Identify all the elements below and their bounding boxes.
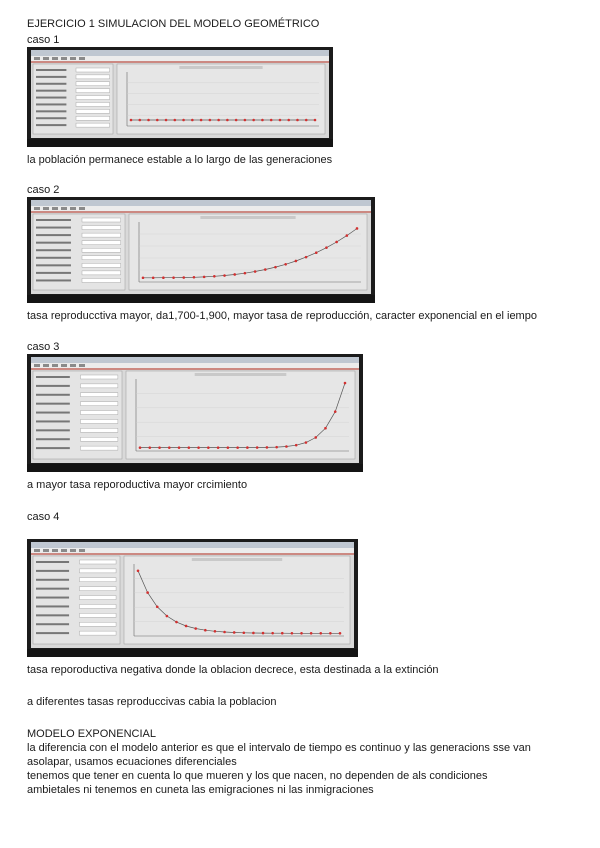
population-point — [162, 276, 165, 279]
population-point — [315, 251, 318, 254]
control-label — [36, 234, 71, 236]
monitor-bezel — [27, 649, 358, 657]
control-field — [82, 263, 121, 267]
toolbar-icon — [34, 57, 40, 60]
population-point — [223, 274, 226, 277]
window-title-bar — [31, 50, 329, 56]
paragraph-line: tenemos que tener en cuenta lo que mueren y los que nacen, no dependen de als condiciones — [27, 770, 488, 782]
toolbar-icon — [52, 364, 58, 367]
control-field — [76, 68, 110, 72]
control-label — [36, 588, 69, 590]
population-point — [178, 446, 181, 449]
control-label — [36, 97, 66, 99]
case-3-caption: a mayor tasa reporoductiva mayor crcimiento — [27, 479, 248, 491]
population-point — [200, 119, 203, 122]
plot-window — [129, 214, 367, 290]
population-point — [182, 119, 185, 122]
control-field — [82, 241, 121, 245]
toolbar-icon — [52, 549, 58, 552]
population-point — [193, 276, 196, 279]
population-point — [146, 591, 149, 594]
control-field — [80, 587, 117, 591]
control-field — [82, 226, 121, 230]
toolbar-icon — [52, 207, 58, 210]
document-title: EJERCICIO 1 SIMULACION DEL MODELO GEOMÉTRICO — [27, 18, 320, 30]
population-point — [281, 632, 284, 635]
population-point — [356, 227, 359, 230]
population-point — [319, 632, 322, 635]
population-point — [207, 446, 210, 449]
control-field — [76, 89, 110, 93]
section-heading: MODELO EXPONENCIAL — [27, 728, 156, 740]
toolbar-icon — [52, 57, 58, 60]
control-field — [81, 419, 118, 423]
population-point — [285, 445, 288, 448]
control-label — [36, 403, 70, 405]
population-point — [203, 276, 206, 279]
case-3-label: caso 3 — [27, 341, 60, 353]
control-label — [36, 83, 66, 85]
control-field — [80, 569, 117, 573]
toolbar-icon — [61, 57, 67, 60]
population-point — [324, 427, 327, 430]
control-label — [36, 69, 66, 71]
population-point — [147, 119, 150, 122]
population-point — [156, 119, 159, 122]
population-point — [188, 446, 191, 449]
control-field — [76, 96, 110, 100]
control-field — [80, 596, 117, 600]
window-title-bar — [31, 542, 354, 548]
control-label — [36, 614, 69, 616]
population-point — [197, 446, 200, 449]
population-point — [235, 119, 238, 122]
toolbar-icon — [79, 57, 85, 60]
control-label — [36, 279, 71, 281]
population-point — [310, 632, 313, 635]
case-2-screenshot — [27, 197, 375, 303]
population-point — [156, 605, 159, 608]
control-label — [36, 110, 66, 112]
population-point — [346, 234, 349, 237]
population-point — [329, 632, 332, 635]
control-field — [80, 631, 117, 635]
population-point — [226, 119, 229, 122]
plot-title-bar — [195, 373, 287, 376]
population-point — [252, 119, 255, 122]
control-label — [36, 124, 66, 126]
population-point — [256, 446, 259, 449]
toolbar-icon — [61, 364, 67, 367]
control-label — [36, 385, 70, 387]
population-point — [314, 119, 317, 122]
monitor-bezel — [27, 464, 363, 472]
control-label — [36, 597, 69, 599]
population-point — [217, 119, 220, 122]
toolbar-icon — [43, 57, 49, 60]
population-point — [295, 260, 298, 263]
toolbar-icon — [34, 364, 40, 367]
population-point — [243, 631, 246, 634]
population-point — [166, 615, 169, 618]
population-point — [262, 632, 265, 635]
population-point — [305, 119, 308, 122]
control-field — [76, 82, 110, 86]
case-4-screenshot — [27, 539, 358, 657]
population-point — [287, 119, 290, 122]
control-field — [80, 604, 117, 608]
control-label — [36, 103, 66, 105]
control-field — [81, 375, 118, 379]
toolbar-icon — [43, 364, 49, 367]
population-point — [175, 621, 178, 624]
population-point — [194, 627, 197, 630]
population-point — [191, 119, 194, 122]
population-point — [334, 410, 337, 413]
plot-title-bar — [192, 558, 282, 561]
case-1-screenshot — [27, 47, 333, 147]
control-field — [81, 393, 118, 397]
control-label — [36, 394, 70, 396]
control-field — [76, 123, 110, 127]
control-field — [81, 437, 118, 441]
control-label — [36, 623, 69, 625]
population-point — [270, 119, 273, 122]
population-point — [244, 119, 247, 122]
control-label — [36, 76, 66, 78]
population-point — [227, 446, 230, 449]
control-field — [76, 75, 110, 79]
window-title-bar — [31, 357, 359, 363]
case-4-label: caso 4 — [27, 511, 60, 523]
control-label — [36, 429, 70, 431]
population-point — [261, 119, 264, 122]
population-point — [137, 569, 140, 572]
case-4-caption: tasa reporoductiva negativa donde la oblacion decrece, esta destinada a la extinción — [27, 664, 439, 676]
population-point — [168, 446, 171, 449]
population-point — [185, 625, 188, 628]
case-1-caption: la población permanece estable a lo largo de las generaciones — [27, 154, 333, 166]
population-point — [305, 441, 308, 444]
control-label — [36, 249, 71, 251]
control-field — [81, 428, 118, 432]
population-point — [209, 119, 212, 122]
control-field — [81, 402, 118, 406]
control-field — [82, 248, 121, 252]
population-point — [266, 446, 269, 449]
population-point — [295, 444, 298, 447]
population-point — [148, 446, 151, 449]
case-3-screenshot — [27, 354, 363, 472]
control-field — [82, 278, 121, 282]
population-point — [172, 276, 175, 279]
population-point — [271, 632, 274, 635]
population-point — [284, 263, 287, 266]
control-field — [81, 384, 118, 388]
control-label — [36, 117, 66, 119]
population-point — [130, 119, 133, 122]
monitor-bezel — [27, 295, 375, 303]
population-point — [305, 256, 308, 259]
population-point — [158, 446, 161, 449]
paragraph-line: ambietales ni tenemos en cuneta las emigraciones ni las inmigraciones — [27, 784, 374, 796]
case-2-caption: tasa reproducctiva mayor, da1,700-1,900, mayor tasa de reproducción, caracter exponencial en el iempo — [27, 310, 537, 322]
population-point — [279, 119, 282, 122]
plot-window — [124, 556, 350, 644]
population-point — [252, 632, 255, 635]
control-label — [36, 376, 70, 378]
control-field — [80, 613, 117, 617]
population-point — [152, 276, 155, 279]
control-field — [80, 622, 117, 626]
control-label — [36, 272, 71, 274]
control-label — [36, 257, 71, 259]
control-label — [36, 420, 70, 422]
population-point — [138, 119, 141, 122]
paragraph-line: la diferencia con el modelo anterior es que el intervalo de tiempo es continuo y las generacions sse van — [27, 742, 531, 754]
plot-window — [126, 371, 355, 459]
population-point — [236, 446, 239, 449]
toolbar-icon — [70, 57, 76, 60]
toolbar-icon — [34, 207, 40, 210]
control-label — [36, 561, 69, 563]
control-field — [82, 233, 121, 237]
population-point — [300, 632, 303, 635]
population-point — [182, 276, 185, 279]
control-label — [36, 242, 71, 244]
population-point — [246, 446, 249, 449]
control-field — [76, 102, 110, 106]
control-field — [76, 116, 110, 120]
plot-window — [117, 64, 325, 134]
control-label — [36, 579, 69, 581]
control-field — [82, 271, 121, 275]
toolbar-icon — [70, 364, 76, 367]
population-point — [223, 631, 226, 634]
toolbar-icon — [61, 207, 67, 210]
toolbar-icon — [34, 549, 40, 552]
toolbar-icon — [43, 207, 49, 210]
control-label — [36, 447, 70, 449]
control-label — [36, 90, 66, 92]
population-point — [344, 382, 347, 385]
control-label — [36, 605, 69, 607]
population-point — [296, 119, 299, 122]
population-point — [254, 270, 257, 273]
control-label — [36, 438, 70, 440]
window-title-bar — [31, 200, 371, 206]
population-point — [165, 119, 168, 122]
toolbar-icon — [79, 549, 85, 552]
case-2-label: caso 2 — [27, 184, 60, 196]
population-point — [244, 272, 247, 275]
population-point — [214, 630, 217, 633]
population-point — [264, 268, 267, 271]
population-point — [217, 446, 220, 449]
control-label — [36, 264, 71, 266]
control-label — [36, 227, 71, 229]
population-point — [213, 275, 216, 278]
toolbar-icon — [61, 549, 67, 552]
monitor-bezel — [27, 139, 333, 147]
population-point — [139, 446, 142, 449]
population-point — [335, 241, 338, 244]
population-point — [204, 629, 207, 632]
population-point — [325, 246, 328, 249]
toolbar-icon — [79, 364, 85, 367]
toolbar-icon — [70, 549, 76, 552]
toolbar-icon — [43, 549, 49, 552]
control-field — [82, 256, 121, 260]
population-point — [174, 119, 177, 122]
control-label — [36, 412, 70, 414]
conclusion-text: a diferentes tasas reproduccivas cabia la poblacion — [27, 696, 277, 708]
control-field — [81, 446, 118, 450]
control-label — [36, 570, 69, 572]
plot-title-bar — [200, 216, 295, 219]
population-point — [314, 436, 317, 439]
case-1-label: caso 1 — [27, 34, 60, 46]
population-point — [275, 446, 278, 449]
plot-title-bar — [179, 66, 262, 69]
control-label — [36, 219, 71, 221]
toolbar-icon — [79, 207, 85, 210]
paragraph-line: asolapar, usamos ecuaciones diferenciales — [27, 756, 237, 768]
section-paragraph — [27, 741, 587, 797]
toolbar-icon — [70, 207, 76, 210]
control-field — [81, 411, 118, 415]
control-field — [80, 578, 117, 582]
population-point — [142, 276, 145, 279]
population-point — [274, 266, 277, 269]
population-point — [339, 632, 342, 635]
control-field — [80, 560, 117, 564]
population-point — [233, 273, 236, 276]
control-field — [82, 218, 121, 222]
control-field — [76, 109, 110, 113]
control-label — [36, 632, 69, 634]
population-point — [233, 631, 236, 634]
population-point — [291, 632, 294, 635]
